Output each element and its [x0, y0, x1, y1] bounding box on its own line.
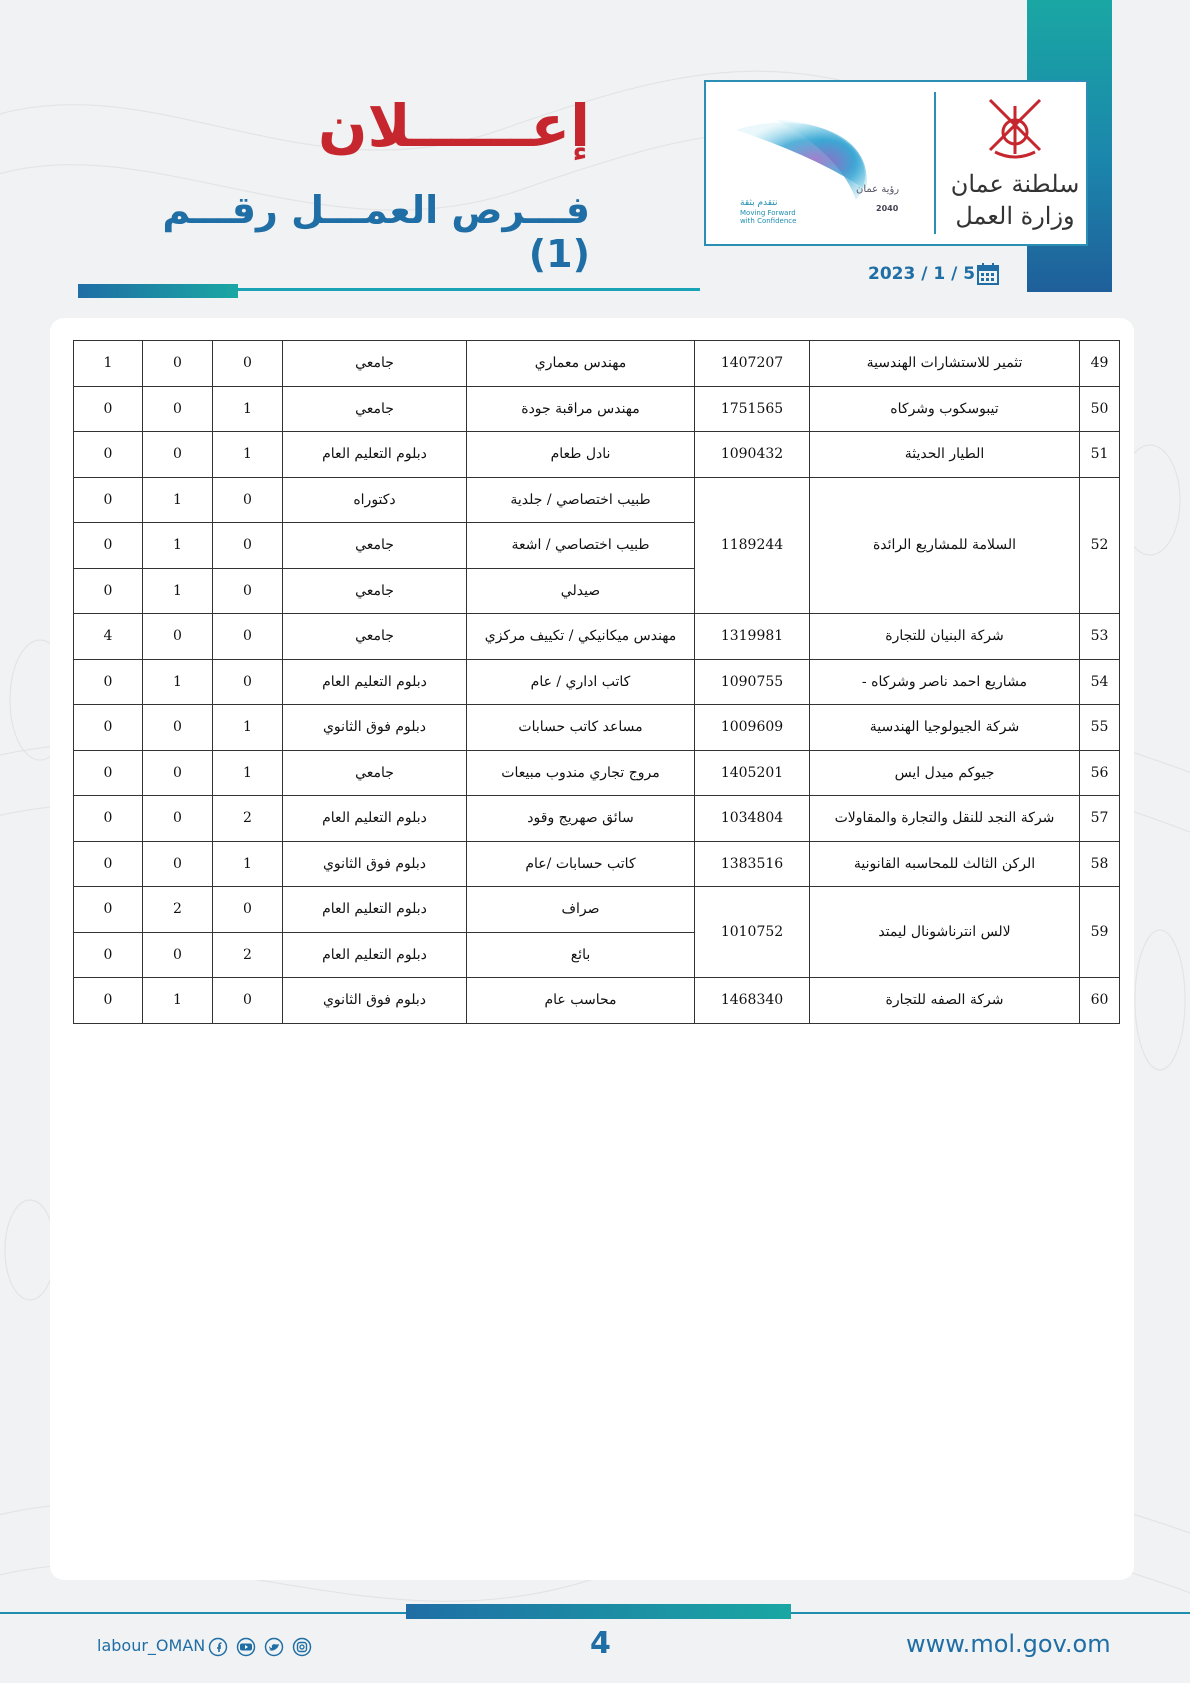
company-cell: شركة البنيان للتجارة: [810, 614, 1080, 660]
page-subtitle: فـــرص العمـــل رقـــم (1): [162, 188, 590, 276]
row-number-cell: 57: [1080, 796, 1120, 842]
qualification-cell: جامعي: [283, 341, 467, 387]
count-cell-2: 1: [143, 568, 213, 614]
job-vacancies-table: [73, 340, 1120, 1024]
company-cell: شركة النجد للنقل والتجارة والمقاولات: [810, 796, 1080, 842]
count-cell-1: 1: [213, 432, 283, 478]
count-cell-2: 0: [143, 432, 213, 478]
registration-cell: 1468340: [695, 978, 810, 1024]
instagram-icon[interactable]: [294, 1639, 311, 1656]
job-title-cell: طبيب اختصاصي / اشعة: [467, 523, 695, 569]
table-row: [74, 887, 1120, 933]
vision-tagline-en-2: with Confidence: [740, 217, 797, 225]
count-cell-3: 0: [74, 568, 143, 614]
twitter-icon[interactable]: [266, 1639, 283, 1656]
count-cell-3: 0: [74, 978, 143, 1024]
count-cell-2: 1: [143, 978, 213, 1024]
count-cell-3: 0: [74, 523, 143, 569]
footer-accent-bar: [406, 1604, 791, 1619]
ministry-name: وزارة العمل: [955, 202, 1075, 230]
calendar-icon: [977, 263, 999, 285]
vision-name: رؤية عمان: [856, 184, 900, 195]
job-title-cell: كاتب حسابات /عام: [467, 841, 695, 887]
count-cell-1: 2: [213, 932, 283, 978]
table-row: [74, 386, 1120, 432]
facebook-icon[interactable]: [210, 1639, 227, 1656]
job-title-cell: صراف: [467, 887, 695, 933]
count-cell-1: 1: [213, 750, 283, 796]
row-number-cell: 56: [1080, 750, 1120, 796]
job-title-cell: مهندس ميكانيكي / تكييف مركزي: [467, 614, 695, 660]
registration-cell: 1407207: [695, 341, 810, 387]
count-cell-1: 0: [213, 978, 283, 1024]
registration-cell: 1189244: [695, 477, 810, 614]
count-cell-2: 1: [143, 477, 213, 523]
count-cell-2: 0: [143, 705, 213, 751]
count-cell-2: 0: [143, 341, 213, 387]
qualification-cell: دبلوم التعليم العام: [283, 659, 467, 705]
company-cell: تيبوسكوب وشركاه: [810, 386, 1080, 432]
company-cell: الطيار الحديثة: [810, 432, 1080, 478]
registration-cell: 1751565: [695, 386, 810, 432]
count-cell-3: 4: [74, 614, 143, 660]
vision-year: 2040: [876, 204, 899, 213]
job-title-cell: سائق صهريج وقود: [467, 796, 695, 842]
table-row: [74, 796, 1120, 842]
table-row: [74, 659, 1120, 705]
table-row: [74, 341, 1120, 387]
count-cell-2: 1: [143, 523, 213, 569]
qualification-cell: جامعي: [283, 568, 467, 614]
header-underline-accent: [78, 284, 238, 298]
count-cell-2: 0: [143, 750, 213, 796]
sultanate-name: سلطنة عمان: [950, 170, 1080, 198]
page-number: 4: [590, 1626, 611, 1661]
job-title-cell: بائع: [467, 932, 695, 978]
job-title-cell: مهندس مراقبة جودة: [467, 386, 695, 432]
job-title-cell: مهندس معماري: [467, 341, 695, 387]
count-cell-3: 0: [74, 796, 143, 842]
qualification-cell: دبلوم التعليم العام: [283, 932, 467, 978]
count-cell-3: 0: [74, 841, 143, 887]
count-cell-3: 0: [74, 887, 143, 933]
qualification-cell: جامعي: [283, 614, 467, 660]
job-title-cell: طبيب اختصاصي / جلدية: [467, 477, 695, 523]
youtube-icon[interactable]: [238, 1639, 255, 1656]
table-row: [74, 841, 1120, 887]
company-cell: مشاريع احمد ناصر وشركاه -: [810, 659, 1080, 705]
vision-tagline-en-1: Moving Forward: [740, 209, 796, 217]
announcement-date: 2023 / 1 / 5: [868, 264, 976, 284]
row-number-cell: 60: [1080, 978, 1120, 1024]
table-row: [74, 432, 1120, 478]
count-cell-2: 0: [143, 386, 213, 432]
company-cell: جيوكم ميدل ايس: [810, 750, 1080, 796]
count-cell-1: 1: [213, 841, 283, 887]
registration-cell: 1010752: [695, 887, 810, 978]
social-icons: [208, 1637, 313, 1657]
qualification-cell: جامعي: [283, 523, 467, 569]
count-cell-2: 0: [143, 932, 213, 978]
company-cell: تثمير للاستشارات الهندسية: [810, 341, 1080, 387]
row-number-cell: 59: [1080, 887, 1120, 978]
count-cell-1: 0: [213, 523, 283, 569]
count-cell-2: 0: [143, 841, 213, 887]
row-number-cell: 58: [1080, 841, 1120, 887]
job-title-cell: صيدلي: [467, 568, 695, 614]
count-cell-2: 2: [143, 887, 213, 933]
registration-cell: 1090432: [695, 432, 810, 478]
company-cell: شركة الصفه للتجارة: [810, 978, 1080, 1024]
row-number-cell: 55: [1080, 705, 1120, 751]
page-title: إعــــــلان: [318, 92, 590, 160]
qualification-cell: دبلوم فوق الثانوي: [283, 705, 467, 751]
count-cell-1: 0: [213, 341, 283, 387]
company-cell: شركة الجيولوجيا الهندسية: [810, 705, 1080, 751]
count-cell-3: 1: [74, 341, 143, 387]
job-title-cell: نادل طعام: [467, 432, 695, 478]
count-cell-3: 0: [74, 386, 143, 432]
qualification-cell: دبلوم فوق الثانوي: [283, 841, 467, 887]
website-link[interactable]: www.mol.gov.om: [906, 1630, 1111, 1658]
count-cell-1: 0: [213, 614, 283, 660]
table-row: [74, 477, 1120, 523]
count-cell-1: 1: [213, 705, 283, 751]
table-row: [74, 978, 1120, 1024]
registration-cell: 1034804: [695, 796, 810, 842]
company-cell: السلامة للمشاريع الرائدة: [810, 477, 1080, 614]
count-cell-1: 0: [213, 659, 283, 705]
count-cell-1: 0: [213, 887, 283, 933]
count-cell-1: 0: [213, 568, 283, 614]
count-cell-3: 0: [74, 932, 143, 978]
social-handle[interactable]: labour_OMAN: [97, 1636, 206, 1655]
job-title-cell: مروج تجاري مندوب مبيعات: [467, 750, 695, 796]
job-title-cell: محاسب عام: [467, 978, 695, 1024]
count-cell-1: 0: [213, 477, 283, 523]
company-cell: الركن الثالث للمحاسبه القانونية: [810, 841, 1080, 887]
count-cell-3: 0: [74, 750, 143, 796]
job-title-cell: كاتب اداري / عام: [467, 659, 695, 705]
registration-cell: 1090755: [695, 659, 810, 705]
count-cell-2: 1: [143, 659, 213, 705]
row-number-cell: 54: [1080, 659, 1120, 705]
qualification-cell: دبلوم التعليم العام: [283, 796, 467, 842]
row-number-cell: 53: [1080, 614, 1120, 660]
registration-cell: 1009609: [695, 705, 810, 751]
registration-cell: 1319981: [695, 614, 810, 660]
row-number-cell: 49: [1080, 341, 1120, 387]
qualification-cell: جامعي: [283, 750, 467, 796]
ministry-emblem: [950, 92, 1080, 238]
count-cell-1: 1: [213, 386, 283, 432]
company-cell: لالس انترناشونال ليمتد: [810, 887, 1080, 978]
count-cell-1: 2: [213, 796, 283, 842]
job-title-cell: مساعد كاتب حسابات: [467, 705, 695, 751]
count-cell-3: 0: [74, 705, 143, 751]
qualification-cell: دبلوم التعليم العام: [283, 432, 467, 478]
logo-panel: [704, 80, 1088, 246]
qualification-cell: دبلوم التعليم العام: [283, 887, 467, 933]
qualification-cell: دبلوم فوق الثانوي: [283, 978, 467, 1024]
registration-cell: 1405201: [695, 750, 810, 796]
count-cell-3: 0: [74, 477, 143, 523]
table-row: [74, 614, 1120, 660]
count-cell-2: 0: [143, 614, 213, 660]
count-cell-3: 0: [74, 432, 143, 478]
qualification-cell: جامعي: [283, 386, 467, 432]
logo-divider: [934, 92, 936, 234]
qualification-cell: دكتوراه: [283, 477, 467, 523]
count-cell-3: 0: [74, 659, 143, 705]
table-row: [74, 705, 1120, 751]
table-row: [74, 750, 1120, 796]
row-number-cell: 50: [1080, 386, 1120, 432]
vision-tagline-ar: نتقدم بثقة: [740, 198, 778, 208]
row-number-cell: 52: [1080, 477, 1120, 614]
count-cell-2: 0: [143, 796, 213, 842]
row-number-cell: 51: [1080, 432, 1120, 478]
registration-cell: 1383516: [695, 841, 810, 887]
